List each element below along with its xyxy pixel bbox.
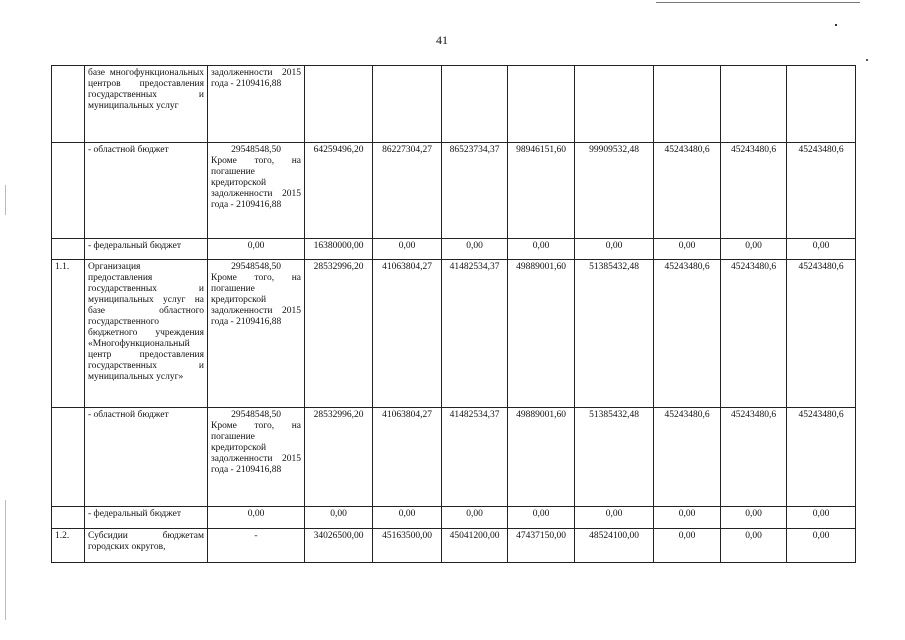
total-cell	[208, 66, 305, 143]
row-number: 1.1.	[52, 260, 85, 408]
value-cell: 0,00	[654, 529, 721, 563]
table-row	[52, 143, 856, 239]
value-cell: 45243480,6	[787, 143, 856, 239]
table-row	[52, 507, 856, 529]
value-cell: 0,00	[508, 239, 575, 260]
table-row	[52, 529, 856, 563]
value-cell: 0,00	[787, 529, 856, 563]
row-description: базе многофункциональных центров предоставления государственных и муниципальных услуг	[85, 66, 208, 143]
total-note: Кроме того, на погашение кредиторской задолженности 2015 года - 2109416,88	[211, 156, 301, 210]
value-cell: 86523734,37	[442, 143, 508, 239]
budget-table	[51, 65, 856, 563]
value-cell: 45243480,6	[721, 260, 787, 408]
value-cell: 98946151,60	[508, 143, 575, 239]
table-row	[52, 260, 856, 408]
page-number: 41	[436, 33, 448, 47]
value-cell: 86227304,27	[373, 143, 442, 239]
value-cell: 45243480,6	[654, 143, 721, 239]
total-value: 29548548,50	[231, 145, 281, 155]
value-cell: 0,00	[721, 529, 787, 563]
value-cell	[442, 66, 508, 143]
value-cell: 45243480,6	[654, 408, 721, 507]
total-note: задолженности 2015 года - 2109416,88	[211, 68, 301, 89]
row-description: Организация предоставления государственных и муниципальных услуг на базе областного государственного бюджетного учреждения «Многофункциональный центр предоставления государственных и муниципальных услуг»	[85, 260, 208, 408]
table-row	[52, 239, 856, 260]
value-cell: 45163500,00	[373, 529, 442, 563]
value-cell: 51385432,48	[575, 408, 654, 507]
value-cell: 45243480,6	[721, 143, 787, 239]
value-cell: 0,00	[305, 507, 373, 529]
table-row	[52, 66, 856, 143]
value-cell: 41482534,37	[442, 260, 508, 408]
top-rule	[656, 2, 860, 3]
row-description: - федеральный бюджет	[85, 239, 208, 260]
value-cell	[654, 66, 721, 143]
value-cell	[373, 66, 442, 143]
value-cell: 0,00	[721, 239, 787, 260]
value-cell: 0,00	[373, 239, 442, 260]
scan-margin-mark	[5, 185, 6, 215]
value-cell: 0,00	[721, 507, 787, 529]
value-cell: 0,00	[442, 507, 508, 529]
row-description: - федеральный бюджет	[85, 507, 208, 529]
row-number	[52, 143, 85, 239]
value-cell: 28532996,20	[305, 260, 373, 408]
value-cell: 0,00	[373, 507, 442, 529]
value-cell: 16380000,00	[305, 239, 373, 260]
total-cell	[208, 260, 305, 408]
value-cell: 48524100,00	[575, 529, 654, 563]
scan-margin-mark	[5, 500, 6, 620]
total-cell	[208, 239, 305, 260]
value-cell: 0,00	[575, 507, 654, 529]
value-cell	[305, 66, 373, 143]
value-cell: 0,00	[575, 239, 654, 260]
total-cell	[208, 507, 305, 529]
value-cell: 45243480,6	[654, 260, 721, 408]
total-cell	[208, 408, 305, 507]
value-cell: 34026500,00	[305, 529, 373, 563]
total-cell	[208, 143, 305, 239]
total-value: 29548548,50	[231, 410, 281, 420]
value-cell: 45041200,00	[442, 529, 508, 563]
row-description: - областной бюджет	[85, 143, 208, 239]
value-cell: 49889001,60	[508, 408, 575, 507]
row-description: - областной бюджет	[85, 408, 208, 507]
row-number	[52, 408, 85, 507]
row-number	[52, 66, 85, 143]
value-cell: 0,00	[508, 507, 575, 529]
value-cell: 99909532,48	[575, 143, 654, 239]
value-cell: 28532996,20	[305, 408, 373, 507]
value-cell	[787, 66, 856, 143]
value-cell: 41063804,27	[373, 260, 442, 408]
value-cell	[575, 66, 654, 143]
value-cell: 0,00	[787, 239, 856, 260]
value-cell: 41482534,37	[442, 408, 508, 507]
value-cell: 41063804,27	[373, 408, 442, 507]
table-row	[52, 408, 856, 507]
total-value: 29548548,50	[231, 262, 281, 272]
value-cell	[721, 66, 787, 143]
value-cell: 51385432,48	[575, 260, 654, 408]
row-number	[52, 239, 85, 260]
value-cell: 45243480,6	[787, 408, 856, 507]
total-value: 0,00	[247, 509, 265, 519]
value-cell: 0,00	[654, 507, 721, 529]
value-cell: 64259496,20	[305, 143, 373, 239]
scan-speck	[866, 59, 868, 61]
row-description: Субсидии бюджетам городских округов,	[85, 529, 208, 563]
value-cell: 0,00	[654, 239, 721, 260]
value-cell: 47437150,00	[508, 529, 575, 563]
row-number	[52, 507, 85, 529]
scan-speck	[835, 24, 837, 26]
total-value: 0,00	[247, 241, 265, 251]
value-cell: 0,00	[787, 507, 856, 529]
total-note: Кроме того, на погашение кредиторской задолженности 2015 года - 2109416,88	[211, 421, 301, 475]
value-cell: 0,00	[442, 239, 508, 260]
value-cell	[508, 66, 575, 143]
total-note: Кроме того, на погашение кредиторской задолженности 2015 года - 2109416,88	[211, 273, 301, 327]
value-cell: 45243480,6	[721, 408, 787, 507]
row-number: 1.2.	[52, 529, 85, 563]
value-cell: 45243480,6	[787, 260, 856, 408]
total-value: -	[254, 531, 258, 541]
value-cell: 49889001,60	[508, 260, 575, 408]
total-cell	[208, 529, 305, 563]
